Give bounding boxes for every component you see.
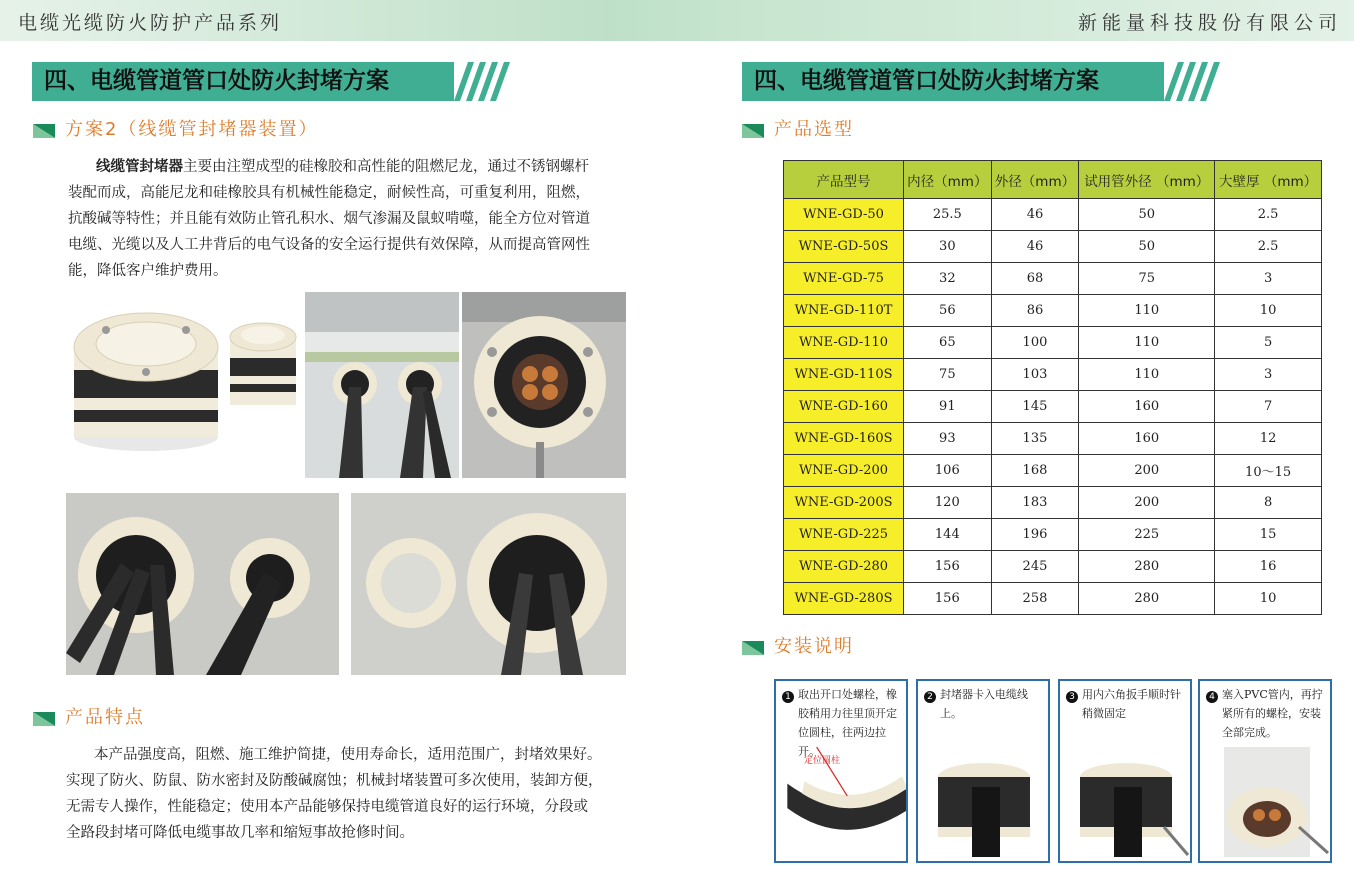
table-cell: 160 xyxy=(1079,423,1215,455)
table-cell: 3 xyxy=(1215,359,1322,391)
table-cell: 106 xyxy=(904,455,992,487)
stripes-decoration-icon xyxy=(454,62,514,101)
table-cell: 50 xyxy=(1079,199,1215,231)
table-row xyxy=(784,359,1322,391)
features-line: 实现了防火、防鼠、防水密封及防酸碱腐蚀；机械封堵装置可多次使用，装卸方便， xyxy=(66,773,603,789)
table-header-cell: 外径（mm） xyxy=(991,161,1079,199)
table-cell: 50 xyxy=(1079,231,1215,263)
table-cell: 200 xyxy=(1079,455,1215,487)
table-cell: 3 xyxy=(1215,263,1322,295)
sealer-pair-photo xyxy=(351,493,626,675)
table-cell: 2.5 xyxy=(1215,199,1322,231)
cable-wall-photo xyxy=(305,292,459,478)
left-section-title-bar xyxy=(32,62,502,101)
table-cell: 65 xyxy=(904,327,992,359)
table-row xyxy=(784,263,1322,295)
table-row xyxy=(784,583,1322,615)
table-cell: 46 xyxy=(991,231,1079,263)
table-cell: 8 xyxy=(1215,487,1322,519)
scheme-title: 方案2（线缆管封堵器装置） xyxy=(65,119,319,140)
heading-marker-icon xyxy=(33,712,55,726)
table-cell: 156 xyxy=(904,551,992,583)
table-cell: 196 xyxy=(991,519,1079,551)
table-row xyxy=(784,327,1322,359)
sealer-closeup-photo xyxy=(462,292,626,478)
step-3-image xyxy=(1064,747,1190,857)
model-cell: WNE-GD-280S xyxy=(784,583,904,615)
model-cell: WNE-GD-280 xyxy=(784,551,904,583)
model-cell: WNE-GD-200 xyxy=(784,455,904,487)
left-section-title: 四、电缆管道管口处防火封堵方案 xyxy=(44,68,389,94)
table-cell: 110 xyxy=(1079,295,1215,327)
table-cell: 32 xyxy=(904,263,992,295)
table-cell: 245 xyxy=(991,551,1079,583)
product-photo xyxy=(66,292,302,478)
company-name: 新能量科技股份有限公司 xyxy=(1077,12,1342,34)
table-cell: 93 xyxy=(904,423,992,455)
callout-label: 定位圆柱 xyxy=(804,756,841,766)
step-text: 塞入PVC管内，再拧紧所有的螺栓，安装全部完成。 xyxy=(1222,688,1323,739)
features-line: 本产品强度高，阻燃、施工维护简捷，使用寿命长，适用范围广，封堵效果好。 xyxy=(94,747,602,763)
table-cell: 46 xyxy=(991,199,1079,231)
table-cell: 100 xyxy=(991,327,1079,359)
selection-title: 产品选型 xyxy=(774,119,854,140)
intro-line: 装配而成，高能尼龙和硅橡胶具有机械性能稳定，耐候性高，可重复利用，阻燃， xyxy=(68,185,590,201)
table-cell: 110 xyxy=(1079,327,1215,359)
table-row xyxy=(784,455,1322,487)
heading-marker-icon xyxy=(33,124,55,138)
intro-paragraph xyxy=(68,154,628,284)
table-row xyxy=(784,231,1322,263)
install-step-4 xyxy=(1198,679,1332,863)
stripes-decoration-icon xyxy=(1164,62,1224,101)
model-cell: WNE-GD-75 xyxy=(784,263,904,295)
table-header-cell: 内径（mm） xyxy=(904,161,992,199)
table-row xyxy=(784,519,1322,551)
table-cell: 10 xyxy=(1215,295,1322,327)
table-cell: 280 xyxy=(1079,551,1215,583)
table-cell: 258 xyxy=(991,583,1079,615)
table-cell: 86 xyxy=(991,295,1079,327)
features-line: 无需专人操作，性能稳定；使用本产品能够保持电缆管道良好的运行环境，分段或 xyxy=(66,799,588,815)
table-cell: 168 xyxy=(991,455,1079,487)
intro-line: 能，降低客户维护费用。 xyxy=(68,263,228,279)
model-cell: WNE-GD-110T xyxy=(784,295,904,327)
table-cell: 91 xyxy=(904,391,992,423)
table-row xyxy=(784,391,1322,423)
series-title: 电缆光缆防火防护产品系列 xyxy=(18,12,283,34)
table-cell: 103 xyxy=(991,359,1079,391)
intro-line: 抗酸碱等特性；并且能有效防止管孔积水、烟气渗漏及鼠蚁啃噬，能全方位对管道 xyxy=(68,211,590,227)
intro-bold-term: 线缆管封堵器 xyxy=(96,159,183,175)
table-header-cell: 大壁厚 （mm） xyxy=(1215,161,1322,199)
intro-line: 主要由注塑成型的硅橡胶和高性能的阻燃尼龙，通过不锈钢螺杆 xyxy=(183,159,589,175)
table-cell: 135 xyxy=(991,423,1079,455)
model-cell: WNE-GD-110S xyxy=(784,359,904,391)
table-row xyxy=(784,551,1322,583)
step-text: 封堵器卡入电缆线上。 xyxy=(940,688,1028,720)
install-step-3 xyxy=(1058,679,1192,863)
step-1-image xyxy=(780,747,908,857)
install-step-1 xyxy=(774,679,908,863)
table-cell: 7 xyxy=(1215,391,1322,423)
table-row xyxy=(784,199,1322,231)
table-cell: 183 xyxy=(991,487,1079,519)
heading-marker-icon xyxy=(742,641,764,655)
table-row xyxy=(784,295,1322,327)
step-number: 4 xyxy=(1206,691,1218,703)
spec-table xyxy=(783,160,1322,615)
table-cell: 10～15 xyxy=(1215,455,1322,487)
table-cell: 110 xyxy=(1079,359,1215,391)
features-title: 产品特点 xyxy=(65,707,145,728)
table-cell: 160 xyxy=(1079,391,1215,423)
install-step-2 xyxy=(916,679,1050,863)
model-cell: WNE-GD-110 xyxy=(784,327,904,359)
step-number: 3 xyxy=(1066,691,1078,703)
table-header-cell: 试用管外径 （mm） xyxy=(1079,161,1215,199)
install-title: 安装说明 xyxy=(774,636,854,657)
step-text: 取出开口处螺栓，橡胶稍用力往里顶开定位圆柱，往两边拉开。 xyxy=(798,688,897,758)
model-cell: WNE-GD-160S xyxy=(784,423,904,455)
model-cell: WNE-GD-50S xyxy=(784,231,904,263)
right-section-title-bar xyxy=(742,62,1212,101)
table-body xyxy=(784,199,1322,615)
table-cell: 145 xyxy=(991,391,1079,423)
table-cell: 16 xyxy=(1215,551,1322,583)
step-4-image xyxy=(1204,747,1330,857)
table-cell: 280 xyxy=(1079,583,1215,615)
table-cell: 68 xyxy=(991,263,1079,295)
table-cell: 30 xyxy=(904,231,992,263)
model-cell: WNE-GD-225 xyxy=(784,519,904,551)
step-number: 1 xyxy=(782,691,794,703)
table-header-row xyxy=(784,161,1322,199)
installed-sealers-photo xyxy=(66,493,339,675)
table-cell: 12 xyxy=(1215,423,1322,455)
table-cell: 56 xyxy=(904,295,992,327)
table-cell: 225 xyxy=(1079,519,1215,551)
table-cell: 10 xyxy=(1215,583,1322,615)
step-2-image xyxy=(922,747,1048,857)
right-section-title: 四、电缆管道管口处防火封堵方案 xyxy=(754,68,1099,94)
model-cell: WNE-GD-200S xyxy=(784,487,904,519)
table-cell: 15 xyxy=(1215,519,1322,551)
table-cell: 120 xyxy=(904,487,992,519)
table-cell: 144 xyxy=(904,519,992,551)
features-line: 全路段封堵可降低电缆事故几率和缩短事故抢修时间。 xyxy=(66,825,414,841)
table-cell: 156 xyxy=(904,583,992,615)
table-row xyxy=(784,487,1322,519)
features-paragraph xyxy=(66,742,636,846)
model-cell: WNE-GD-50 xyxy=(784,199,904,231)
table-cell: 2.5 xyxy=(1215,231,1322,263)
step-text: 用内六角扳手顺时针稍微固定 xyxy=(1082,688,1181,720)
heading-marker-icon xyxy=(742,124,764,138)
table-cell: 25.5 xyxy=(904,199,992,231)
step-number: 2 xyxy=(924,691,936,703)
model-cell: WNE-GD-160 xyxy=(784,391,904,423)
table-header-cell: 产品型号 xyxy=(784,161,904,199)
table-cell: 75 xyxy=(904,359,992,391)
top-header-band xyxy=(0,0,1354,41)
intro-line: 电缆、光缆以及人工井背后的电气设备的安全运行提供有效保障，从而提高管网性 xyxy=(68,237,590,253)
table-cell: 75 xyxy=(1079,263,1215,295)
table-cell: 200 xyxy=(1079,487,1215,519)
table-row xyxy=(784,423,1322,455)
table-cell: 5 xyxy=(1215,327,1322,359)
